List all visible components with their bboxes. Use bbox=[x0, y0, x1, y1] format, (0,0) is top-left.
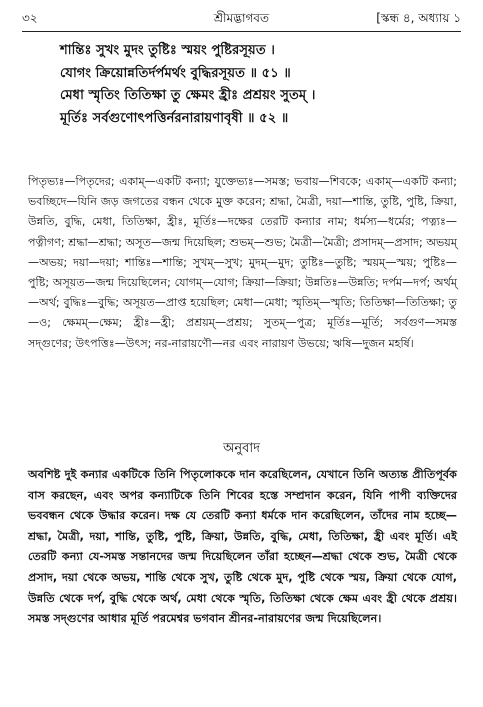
verse-line: মূর্তিঃ সর্বগুণোৎপত্তির্নরনারায়ণাবৃষী ॥ ৫২ ॥ bbox=[60, 110, 289, 126]
sanskrit-verse bbox=[60, 40, 443, 130]
translation-text: অবশিষ্ট দুই কন্যার একটিকে তিনি পিতৃলোককে দান করেছিলেন, যেখানে তিনি অত্যন্ত প্রীতিপূর্বক বাস করছেন, এবং অপর কন্যাটিকে তিনি শিবের হস্তে সম্প্রদান করেন, যিনি পাপী ব্যক্তিদের ভববন্ধন থেকে উদ্ধার করেন। দক্ষ যে তেরটি কন্যা ধর্মকে দান করেছিলেন, তাঁদের নাম হচ্ছে—শ্রদ্ধা, মৈত্রী, দয়া, শান্তি, তুষ্টি, পুষ্টি, ক্রিয়া, উন্নতি, বুদ্ধি, মেধা, তিতিক্ষা, হ্রী এবং মূর্তি। এই তেরটি কন্যা যে-সমস্ত সন্তানদের জন্ম দিয়েছিলেন তাঁরা হচ্ছেন—শ্রদ্ধা থেকে শুভ, মৈত্রী থেকে প্রসাদ, দয়া থেকে অভয়, শান্তি থেকে সুখ, তুষ্টি থেকে মুদ, পুষ্টি থেকে স্ময়, ক্রিয়া থেকে যোগ, উন্নতি থেকে দর্প, বুদ্ধি থেকে অর্থ, মেধা থেকে স্মৃতি, তিতিক্ষা থেকে ক্ষেম এবং হ্রী থেকে প্রশ্রয়। সমস্ত সদ্গুণের আধার মূর্তি পরমেশ্বর ভগবান শ্রীনর-নারায়ণের জন্ম দিয়েছিলেন। bbox=[28, 468, 457, 626]
book-title: শ্রীমদ্ভাগবত bbox=[213, 11, 269, 25]
word-meanings: পিতৃভ্যঃ—পিতৃদের; একাম্—একটি কন্যা; যুক্তেভ্যঃ—সমস্ত; ভবায়—শিবকে; একাম্—একটি কন্যা; ভবচ্ছিদে—যিনি জড় জগতের বন্ধন থেকে মুক্ত করেন; শ্রদ্ধা, মৈত্রী, দয়া—শান্তি, তুষ্টি, পুষ্টি, ক্রিয়া, উন্নতি, বুদ্ধি, মেধা, তিতিক্ষা, হ্রীঃ, মূর্তিঃ—দক্ষের তেরটি কন্যার নাম; ধর্মস্য—ধর্মের; পত্ন্যঃ—পত্নীগণ; শ্রদ্ধা—শ্রদ্ধা; অসূত—জন্ম দিয়েছিল; শুভম্—শুভ; মৈত্রী—মৈত্রী; প্রসাদম্—প্রসাদ; অভয়ম্—অভয়; দয়া—দয়া; শান্তিঃ—শান্তি; সুখম্—সুখ; মুদম্—মুদ; তুষ্টিঃ—তুষ্টি; স্ময়ম্—স্ময়; পুষ্টিঃ—পুষ্টি; অসূয়ত—জন্ম দিয়েছিলেন; যোগম্—যোগ; ক্রিয়া—ক্রিয়া; উন্নতিঃ—উন্নতি; দর্পম—দর্প; অর্থম্—অর্থ; বুদ্ধিঃ—বুদ্ধি; অসূয়ত—প্রাপ্ত হয়েছিল; মেধা—মেধা; স্মৃতিম্—স্মৃতি; তিতিক্ষা—তিতিক্ষা; তু—ও; ক্ষেমম্—ক্ষেম; হ্রীঃ—হ্রী; প্রশ্রয়ম্—প্রশ্রয়; সুতম্—পুত্র; মূর্তিঃ—মূর্তি; সর্বগুণ—সমস্ত সদ্গুণের; উৎপত্তিঃ—উৎস; নর-নারায়ণৌ—নর এবং নারায়ণ উভয়ে; ঋষি—দুজন মহর্ষি। bbox=[28, 175, 457, 350]
page-header bbox=[22, 8, 461, 28]
verse-line: শান্তিঃ সুখং মুদং তুষ্টিঃ স্ময়ং পুষ্টিরসূয়ত । bbox=[60, 43, 276, 58]
translation-heading: অনুবাদ bbox=[223, 441, 260, 456]
section-reference: [স্কন্ধ ৪, অধ্যায় ১ bbox=[376, 11, 461, 25]
page-number: ৩২ bbox=[22, 11, 38, 25]
verse-line: যোগং ক্রিয়োন্নতির্দর্পমর্থং বুদ্ধিরসূয়ত ॥ ৫১ ॥ bbox=[60, 65, 291, 81]
verse-line: মেধা স্মৃতিং তিতিক্ষা তু ক্ষেমং হ্রীঃ প্রশ্রয়ং সুতম্ । bbox=[60, 88, 316, 103]
header-rule bbox=[22, 31, 461, 32]
